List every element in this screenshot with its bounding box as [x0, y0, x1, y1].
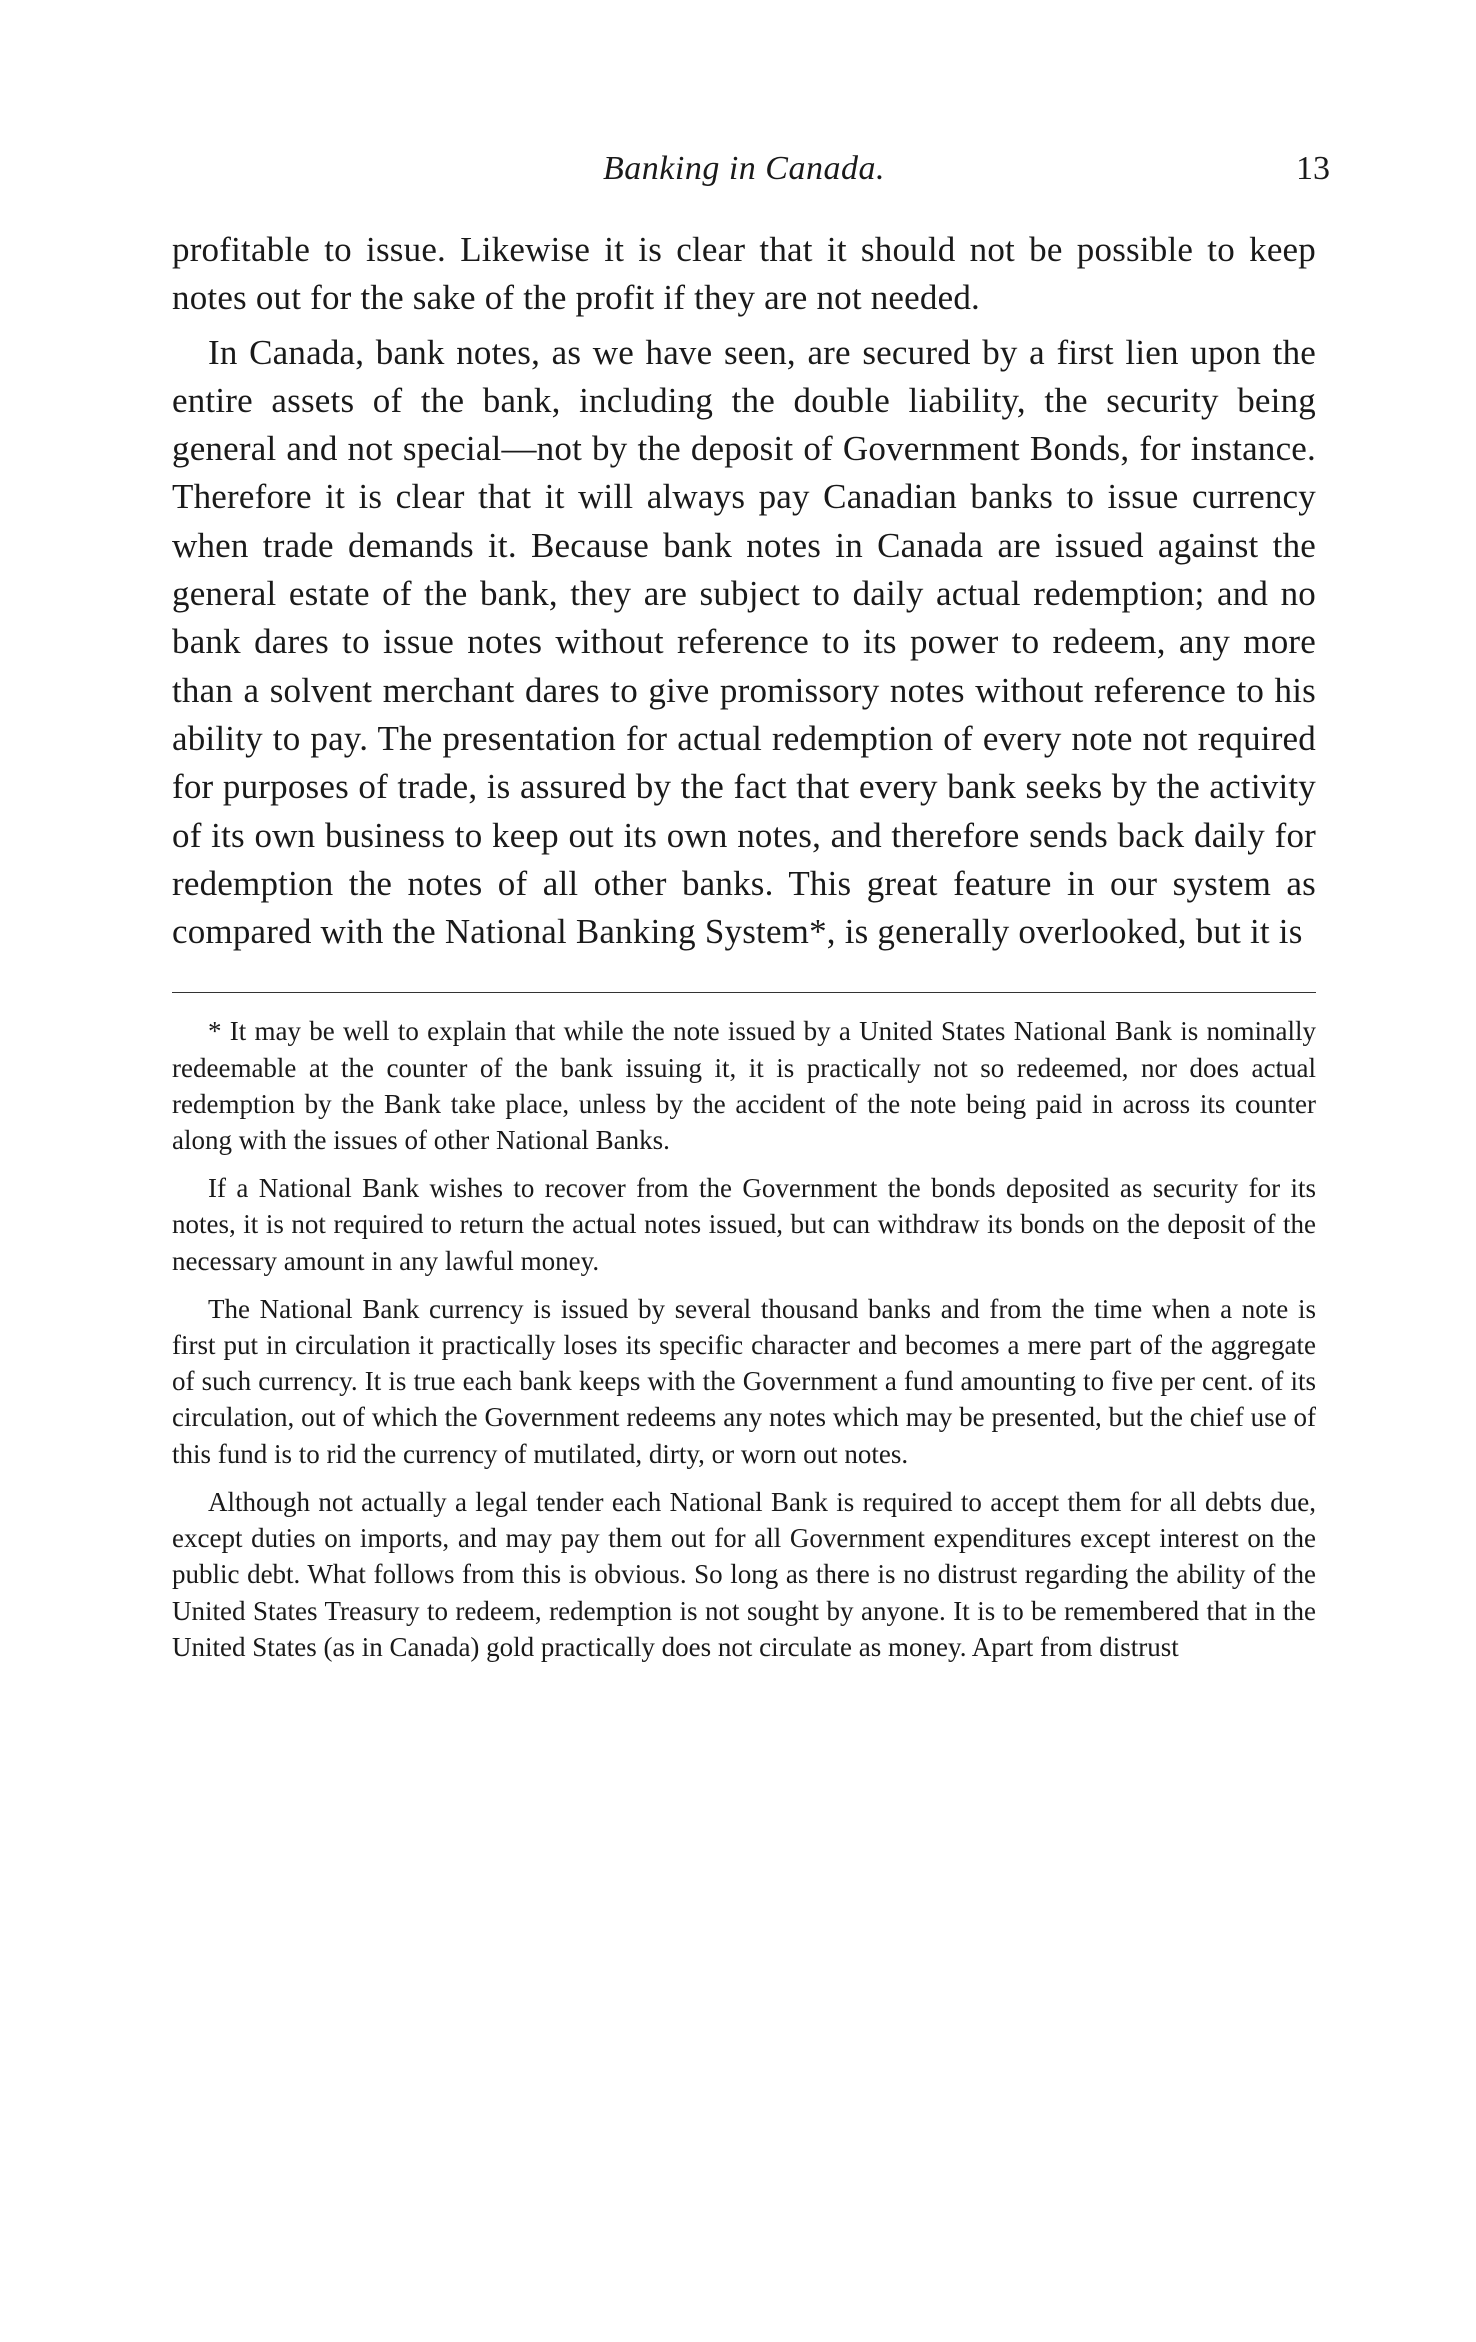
footnote-paragraph: Although not actually a legal tender each National Bank is required to accept them for all debts due, except duties on imports, and may pay them out for all Government expenditures except interest on the public debt. What follows from this is obvious. So long as there is no distrust regarding the ability of the United States Treasury to redeem, redemption is not sought by anyone. It is to be remembered that in the United States (as in Canada) gold practically does not circulate as money. Apart from distrust [172, 1486, 1316, 1662]
footnotes [172, 1013, 1316, 1664]
footnote-paragraph: The National Bank currency is issued by several thousand banks and from the time when a note is first put in circulation it practically loses its specific character and becomes a mere part of the aggregate of such currency. It is true each bank keeps with the Government a fund amounting to five per cent. of its circulation, out of which the Government redeems any notes which may be presented, but the chief use of this fund is to rid the currency of mutilated, dirty, or worn out notes. [172, 1293, 1316, 1469]
main-text [172, 226, 1316, 956]
book-page [172, 150, 1330, 1677]
paragraph: In Canada, bank notes, as we have seen, are secured by a first lien upon the entire assets of the bank, including the double liability, the security being general and not special—not by the deposit of Government Bonds, for instance. Therefore it is clear that it will always pay Canadian banks to issue currency when trade demands it. Because bank notes in Canada are issued against the general estate of the bank, they are subject to daily actual redemption; and no bank dares to issue notes without reference to its power to redeem, any more than a solvent merchant dares to give promissory notes without reference to his ability to pay. The presentation for actual redemption of every note not required for purposes of trade, is assured by the fact that every bank seeks by the activity of its own business to keep out its own notes, and therefore sends back daily for redemption the notes of all other banks. This great feature in our system as compared with the National Banking System*, is generally overlooked, but it is [172, 332, 1316, 952]
footnote-paragraph: * It may be well to explain that while the note issued by a United States National Bank is nominally redeemable at the counter of the bank issuing it, it is practically not so redeemed, nor does actual redemption by the Bank take place, unless by the accident of the note being paid in across its counter along with the issues of other National Banks. [172, 1016, 1316, 1156]
running-title: Banking in Canada. [603, 150, 885, 187]
paragraph-continued: profitable to issue. Likewise it is clear that it should not be possible to keep notes out for the sake of the profit if they are not needed. [172, 230, 1316, 318]
footnote-paragraph: If a National Bank wishes to recover from the Government the bonds deposited as security for its notes, it is not required to return the actual notes issued, but can withdraw its bonds on the deposit of the necessary amount in any lawful money. [172, 1173, 1316, 1276]
footnote-divider [172, 992, 1316, 993]
page-number: 13 [1296, 150, 1330, 187]
running-header [172, 150, 1330, 200]
